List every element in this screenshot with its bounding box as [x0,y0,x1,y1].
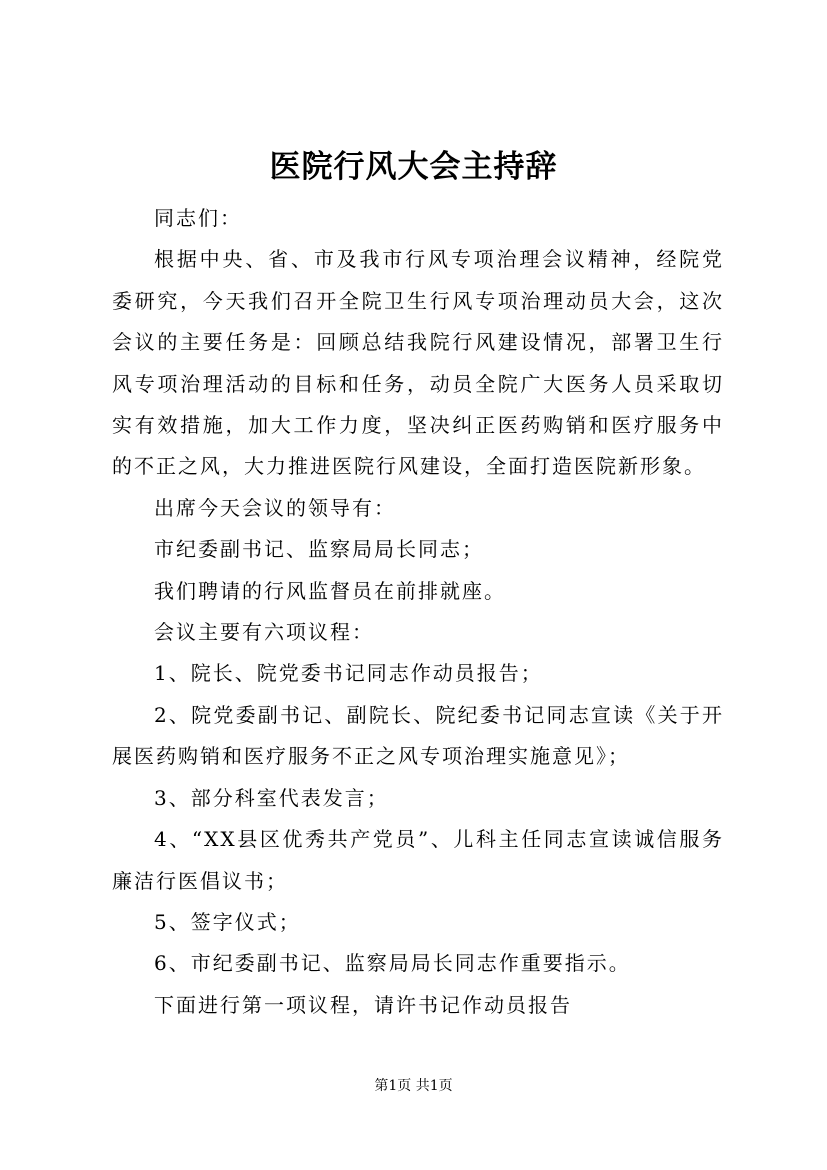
agenda-item-6: 6、市纪委副书记、监察局局长同志作重要指示。 [154,951,631,976]
agenda-item-2: 2、院党委副书记、副院长、院纪委书记同志宣读《关于开展医药购销和医疗服务不正之风专项治理实施意见》； [112,702,724,769]
agenda-item-4: 4、“XX县区优秀共产党员”、儿科主任同志宣读诚信服务廉洁行医倡议书； [112,827,724,893]
paragraph-intro: 根据中央、省、市及我市行风专项治理会议精神，经院党委研究，今天我们召开全院卫生行风专项治理动员大会，这次会议的主要任务是：回顾总结我院行风建设情况，部署卫生行风专项治理活动的目标和任务，动员全院广大医务人员采取切实有效措施，加大工作力度，坚决纠正医药购销和医疗服务中的不正之风，大力推进医院行风建设，全面打造医院新形象。 [112,247,724,479]
document-body [112,198,724,1026]
paragraph-attendee-1: 市纪委副书记、监察局局长同志； [154,537,484,562]
agenda-item-1: 1、院长、院党委书记同志作动员报告； [154,661,543,686]
page-footer: 第1页 共1页 [374,1078,453,1094]
paragraph-closing: 下面进行第一项议程，请许书记作动员报告 [154,992,572,1017]
agenda-item-3: 3、部分科室代表发言； [154,785,389,810]
paragraph-attendees-heading: 出席今天会议的领导有： [154,495,396,520]
paragraph-agenda-heading: 会议主要有六项议程： [154,620,374,645]
agenda-item-5: 5、签字仪式； [154,909,301,934]
document-title: 医院行风大会主持辞 [269,149,558,185]
paragraph-salutation: 同志们： [154,206,242,230]
paragraph-attendee-2: 我们聘请的行风监督员在前排就座。 [154,578,506,603]
